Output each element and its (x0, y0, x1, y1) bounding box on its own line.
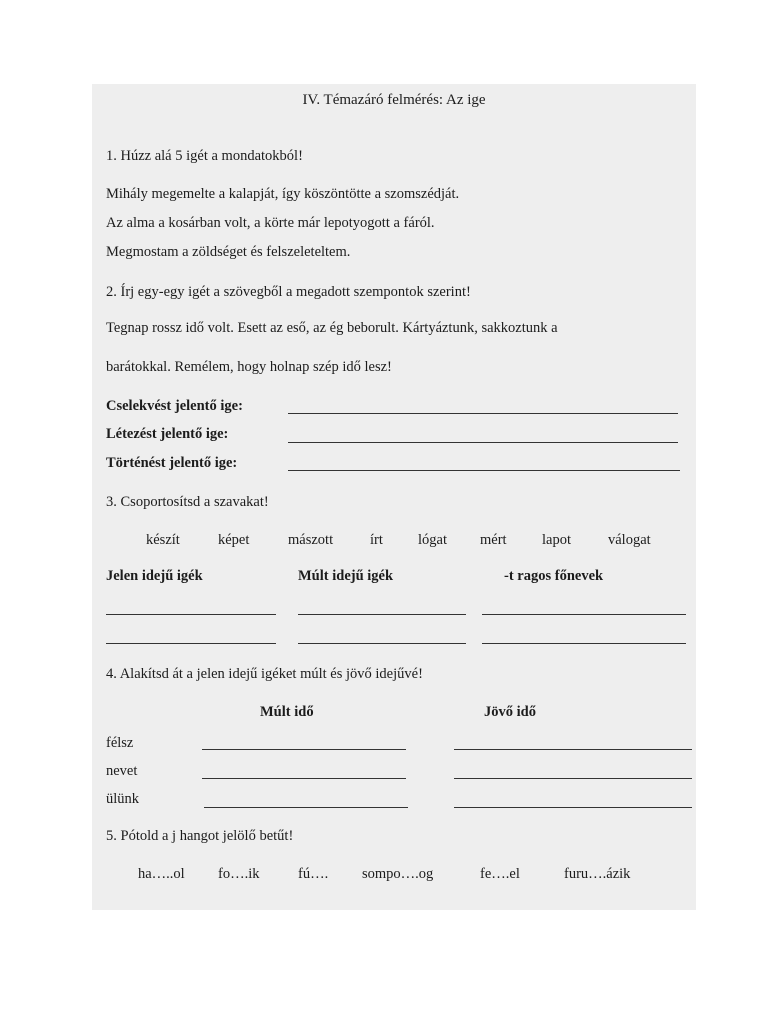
task4-column-past: Múlt idő (260, 704, 314, 720)
task1-sentence-2: Az alma a kosárban volt, a körte már lepotyogott a fáról. (106, 215, 435, 231)
task4-future-answer-line[interactable] (454, 807, 692, 808)
task4-future-answer-line[interactable] (454, 778, 692, 779)
task3-word: mászott (288, 532, 334, 548)
task3-heading: 3. Csoportosítsd a szavakat! (106, 494, 269, 510)
task3-word: készít (146, 532, 180, 548)
task3-answer-line[interactable] (482, 643, 686, 644)
task5-item: furu….ázik (564, 866, 631, 882)
task2-text-line-2: barátokkal. Remélem, hogy holnap szép idő lesz! (106, 359, 392, 375)
task5-heading: 5. Pótold a j hangot jelölő betűt! (106, 828, 294, 844)
task2-label-existence: Létezést jelentő ige: (106, 426, 229, 442)
worksheet-page (92, 84, 696, 910)
task4-column-future: Jövő idő (484, 704, 536, 720)
task3-word: mért (480, 532, 507, 548)
task2-answer-line-existence[interactable] (288, 442, 678, 443)
task5-item: ha…..ol (138, 866, 185, 882)
task4-past-answer-line[interactable] (202, 778, 406, 779)
task3-word: válogat (608, 532, 651, 548)
task2-heading: 2. Írj egy-egy igét a szövegből a megadott szempontok szerint! (106, 284, 471, 300)
task3-answer-line[interactable] (298, 643, 466, 644)
task2-text-line-1: Tegnap rossz idő volt. Esett az eső, az ég beborult. Kártyáztunk, sakkoztunk a (106, 320, 558, 336)
task3-word: lógat (418, 532, 447, 548)
task1-sentence-1: Mihály megemelte a kalapját, így köszöntötte a szomszédját. (106, 186, 460, 202)
task2-label-action: Cselekvést jelentő ige: (106, 398, 243, 414)
task4-verb: nevet (106, 763, 138, 779)
task3-column-past: Múlt idejű igék (298, 568, 394, 584)
task4-past-answer-line[interactable] (204, 807, 408, 808)
task1-sentence-3: Megmostam a zöldséget és felszeleteltem. (106, 244, 351, 260)
task3-word: írt (370, 532, 383, 548)
task3-answer-line[interactable] (482, 614, 686, 615)
task3-answer-line[interactable] (106, 643, 276, 644)
task4-heading: 4. Alakítsd át a jelen idejű igéket múlt és jövő idejűvé! (106, 666, 423, 682)
task4-future-answer-line[interactable] (454, 749, 692, 750)
task3-word: lapot (542, 532, 571, 548)
task4-past-answer-line[interactable] (202, 749, 406, 750)
worksheet-title: IV. Témazáró felmérés: Az ige (302, 92, 486, 108)
task4-verb: ülünk (106, 791, 140, 807)
task5-item: fo….ik (218, 866, 260, 882)
task4-verb: félsz (106, 735, 134, 751)
task5-item: sompo….og (362, 866, 434, 882)
task3-word: képet (218, 532, 250, 548)
task2-answer-line-event[interactable] (288, 470, 680, 471)
task3-column-present: Jelen idejű igék (106, 568, 203, 584)
task3-answer-line[interactable] (106, 614, 276, 615)
task2-label-event: Történést jelentő ige: (106, 455, 238, 471)
task3-column-nouns: -t ragos főnevek (504, 568, 604, 584)
task5-item: fú…. (298, 866, 329, 882)
task3-answer-line[interactable] (298, 614, 466, 615)
task5-item: fe….el (480, 866, 520, 882)
task1-heading: 1. Húzz alá 5 igét a mondatokból! (106, 148, 303, 164)
task2-answer-line-action[interactable] (288, 413, 678, 414)
